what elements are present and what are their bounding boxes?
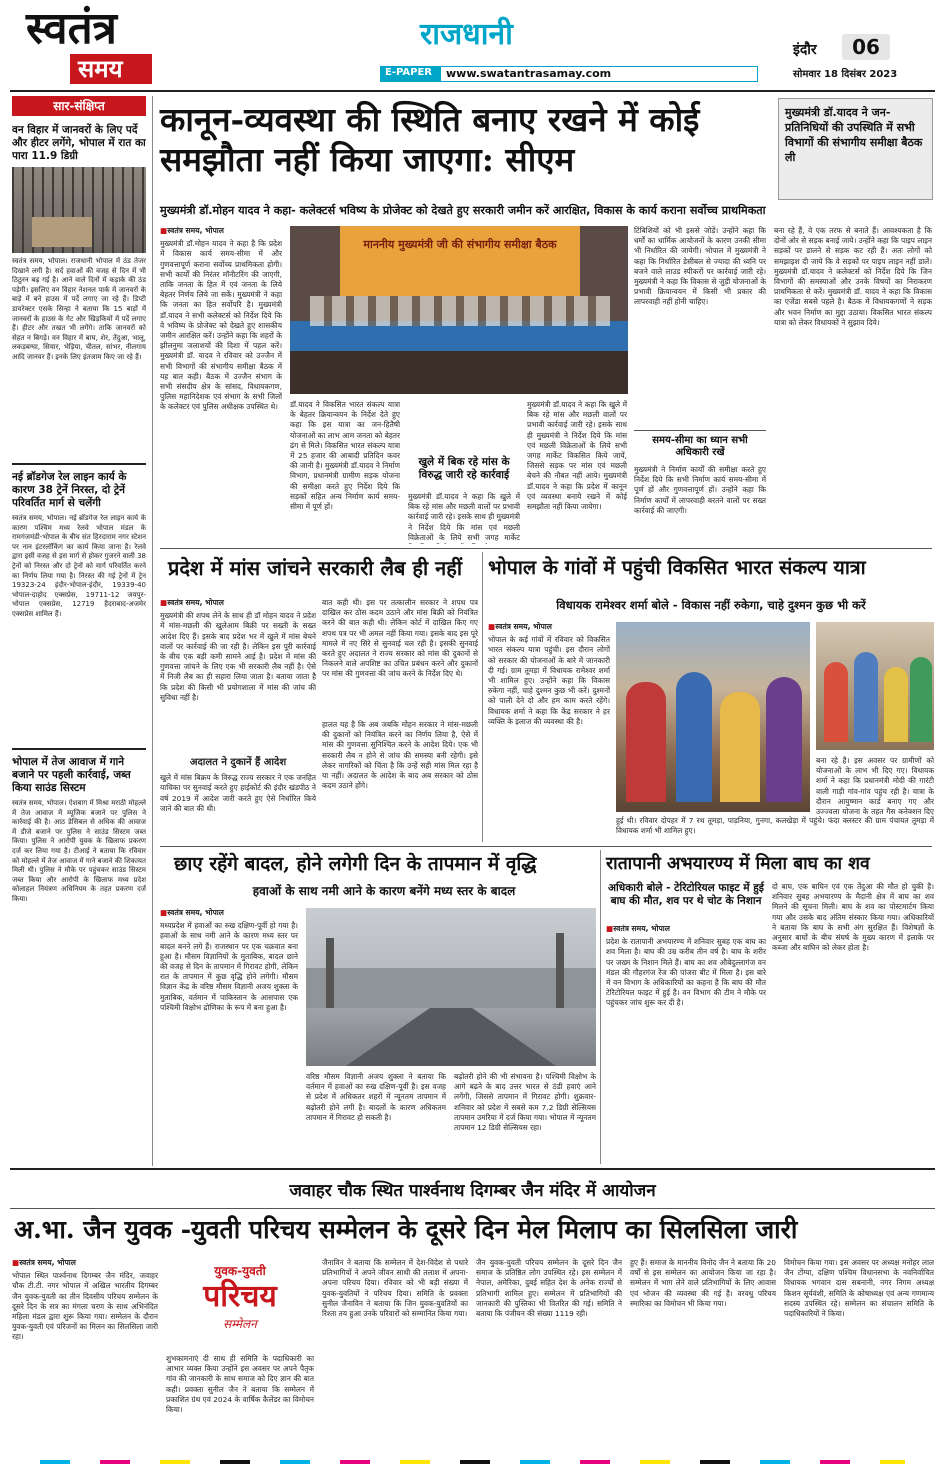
- weather-text-b: वरिष्ठ मौसम विज्ञानी अजय शुक्ला ने बताया कि वर्तमान में हवाओं का रुख दक्षिण-पूर्वी है। इस वजह से प्रदेश में अधिकतर शहरों में न्यूनतम तापमान में बढ़ोतरी होने लगी है। बादलों के कारण अधिकतम तापमान में गिरावट हो सकती है।: [306, 1072, 446, 1122]
- lead-side-box-text: मुख्यमंत्री डॉ.यादव ने जन-प्रतिनिधियों की उपस्थिति में सभी विभागों की संभागीय समीक्षा बैठक ली: [785, 106, 923, 164]
- website-url[interactable]: www.swatantrasamay.com: [446, 67, 612, 80]
- lead-subsection-meat: खुले में बिक रहे मांस के विरुद्ध जारी रहे कार्रवाई: [418, 456, 510, 481]
- yatra-caption-text: हुई थी। रविवार दोपहर में 7 रथ तूमड़ा, पाड़निया, गुनगा, कलखेड़ा में पहुंचे। फंदा क्लस्टर की ग्राम पंचायत तूमड़ा में विधायक शर्मा भी शामिल हुए।: [616, 816, 934, 836]
- jain-text-e: हुए हैं। समाज के माननीय विनोद जैन ने बताया कि 20 वर्षों से इस सम्मेलन का आयोजन किया जा रहा है। सम्मेलन में भाग लेने वाले प्रतिभागियों के लिए आवास एवं भोजन की व्यवस्था की गई है। वरवधु परिचय स्मारिका का विमोचन भी किया गया।: [630, 1258, 776, 1308]
- jain-col-1: [12, 1258, 158, 1454]
- sidebar-story-3-title: भोपाल में तेज आवाज में गाने बजाने पर पहली कार्रवाई, जब्त किया साउंड सिस्टम: [12, 756, 131, 794]
- weather-headline: छाए रहेंगे बादल, होने लगेगी दिन के तापमान में वृद्धि: [174, 853, 537, 875]
- jain-kicker: जवाहर चौक स्थित पार्श्वनाथ दिगम्बर जैन मंदिर में आयोजन: [289, 1181, 656, 1201]
- lead-col-3b: [408, 492, 520, 544]
- jain-headline: अ.भा. जैन युवक -युवती परिचय सम्मेलन के दूसरे दिन मेल मिलाप का सिलसिला जारी: [14, 1215, 798, 1244]
- lead-text-f: मुख्यमंत्री ने निर्माण कार्यों की समीक्षा करते हुए निर्देश दिये कि सभी निर्माण कार्य समय-सीमा में पूर्ण हों और गुणवत्तापूर्ण हों। उन्होंने कहा कि निर्माण कार्यों में लापरवाही बरतने वालों पर सख्त कार्रवाई की जाएगी।: [634, 465, 766, 515]
- tiger-col-2: [772, 882, 934, 1162]
- weather-subhead: हवाओं के साथ नमी आने के कारण बनेंगे मध्य स्तर के बादल: [252, 884, 516, 898]
- yatra-caption: [616, 816, 934, 842]
- logo-bottom: समय: [78, 54, 123, 83]
- weather-text-a: मध्यप्रदेश में हवाओं का रुख दक्षिण-पूर्वी हो गया है। हवाओं के साथ नमी आने के कारण मध्य स्तर पर बादल बनने लगे हैं। राजस्थान पर एक चक्रवात बना हुआ है। मौसम विज्ञानियों के मुताबिक, बादल छाने की वजह से दिन के तापमान में गिरावट होगी, लेकिन रात के तापमान में कुछ वृद्धि होने लगेगी। मौसम विज्ञान केंद्र के वरिष्ठ मौसम विज्ञानी अजय शुक्ला के मुताबिक, वर्तमान में पाकिस्तान के आसपास एक पश्चिमी विक्षोभ द्रोणिका के रूप में बना हुआ है।: [160, 921, 298, 1012]
- tiger-text-a: प्रदेश के रातापानी अभयारण्य में शनिवार सुबह एक बाघ का शव मिला है। बाघ की उम्र करीब तीन वर्ष है। बाघ के शरीर पर जख्म के निशान मिले हैं। बाघ का शव औबेदुल्लागंज वन मंडल की गौहरगंज रेंज की पांजरा बीट में मिला है। इस बारे में वन विभाग के अधिकारियों का कहना है कि बाघ की मौत टेरिटोरियल फाइट में हुई है। वन विभाग की टीम ने मौके पर पहुंचकर जांच शुरू कर दी है।: [606, 937, 766, 1008]
- lead-col-5: [634, 226, 766, 544]
- jain-col-2: [166, 1354, 314, 1454]
- issue-date: सोमवार 18 दिसंबर 2023: [793, 69, 898, 80]
- sidebar-photo-cage: [12, 167, 146, 253]
- meat-text-a: मुख्यमंत्री की शपथ लेने के साथ ही डॉ मोहन यादव ने प्रदेश में मांस-मछली की खुलेआम बिक्री पर सख्ती के सख्त आदेश दिए हैं। इसके बाद प्रदेश भर में खुले में मांस बेचने वालों पर कार्रवाई की जा रही है। लेकिन इस पूरी कार्रवाई के बीच एक बड़ी कमी सामने आई है। प्रदेश में मांस की गुणवत्ता जांचने के लिए एक भी सरकारी लैब नहीं है। ऐसे में निजी लैब का ही सहारा लिया जाता है। बताया जाता है कि प्रदेश की किसी भी प्रयोगशाला में मांस की जांच की सुविधा नहीं है।: [160, 611, 316, 702]
- jain-col-6: [784, 1258, 934, 1454]
- sidebar-divider: [152, 96, 153, 1166]
- tiger-col-1: [606, 924, 766, 1162]
- meat-headline: प्रदेश में मांस जांचने सरकारी लैब ही नहीं: [168, 556, 463, 580]
- lead-byline: ■ स्वतंत्र समय, भोपाल: [160, 226, 282, 236]
- meat-yatra-divider: [482, 552, 483, 842]
- yatra-text-a: भोपाल के कई गांवों में रविवार को विकसित भारत संकल्प यात्रा पहुंची। इस दौरान लोगों को सरकार की योजनाओं के बारे में जानकारी दी गई। ग्राम तूमड़ा में विधायक रामेश्वर शर्मा भी शामिल हुए। उन्होंने कहा कि विकास रुकेगा नहीं, चाहे दुश्मन कुछ भी करें। दुश्मनों को पाली देने दो और हम काम करते रहेंगे। विधायक शर्मा ने कहा कि केंद्र सरकार ने हर व्यक्ति के इलाज की व्यवस्था की है।: [488, 635, 610, 726]
- meat-text-d: हालत यह है कि अब जबकि मोहन सरकार ने मांस-मछली की दुकानों को नियंत्रित करने का निर्णय लिया है, ऐसे में मांस की गुणवत्ता सुनिश्चित करने के आदेश दिये। एक भी सरकारी लैब न होने से जांच की समस्या बनी रहेगी। इसे लेकर नागरिकों को चिंता है कि उन्हें सही मांस मिल रहा है या नहीं। अदालत के आदेश के बाद अब सरकार को ठोस कदम उठाने होंगे।: [322, 720, 478, 791]
- epaper-label: E-PAPER: [385, 67, 432, 78]
- yatra-photo-crowd: [616, 622, 810, 812]
- lead-text-d: मुख्यमंत्री डॉ.यादव ने कहा कि खुले में बिक रहे मांस और मछली वालों पर प्रभावी कार्रवाई जारी रहे। इसके साथ ही मुख्यमंत्री ने निर्देश दिये कि मांस एवं मछली विक्रेताओं के लिये सभी जगह मार्केट विकसित किये जायें, जिससे सड़क पर मांस एवं मछली बेचने की नौबत नहीं आये। मुख्यमंत्री डॉ.यादव ने कहा कि प्रदेश में कानून एवं व्यवस्था बनाये रखने में कोई समझौता नहीं किया जायेगा।: [527, 400, 627, 512]
- sidebar-story-2-title: नई ब्रॉडगेज रेल लाइन कार्य के कारण 38 ट्रेनें निरस्त, दो ट्रेनें परिवर्तित मार्ग से चलेंगी: [12, 471, 127, 509]
- lead-text-g: बना रहे हैं, वे एक तरफ से बनाते हैं। आवश्यकता है कि दोनों ओर से सड़क बनाई जाये। उन्होंने कहा कि पाइप लाइन सड़कों पर डालने से सड़क कट रही हैं। अतः लोगों को समझाइश दी जाये कि वे सड़कों पर पाइप लाइन नहीं डालें। मुख्यमंत्री डॉ.यादव ने कलेक्टर्स को निर्देश दिये कि जिन विभागों की समस्याओं और उनके विषयों का निराकरण प्राथमिकता से करें। मुख्यमंत्री डॉ. यादव ने कहा कि विकास का एजेंडा सबसे पहले है। बैठक में विधायकगणों ने सड़क और भवन निर्माण का मुद्दा उठाया। विकसित भारत संकल्प यात्रा को लेकर विधायकों ने सुझाव दिये।: [774, 226, 932, 327]
- sidebar-story-3-text: स्वतंत्र समय, भोपाल। ऐशबाग में मिश्रा मराठी मोहल्ले में तेज आवाज में म्यूजिक बजाने पर पुलिस ने कार्रवाई की है। आठ डेसिबल से अधिक की आवाज में डीजे बजाने पर पुलिस ने साउंड सिस्टम जब्त किया। पुलिस ने आरोपी युवक के खिलाफ प्रकरण दर्ज कर लिया गया है। टीआई ने बताया कि रविवार को मोहल्ले में तेज आवाज में गाने बजाने की शिकायत मिली थी। पुलिस ने मौके पर पहुंचकर साउंड सिस्टम जब्त किया और आरोपी के खिलाफ मध्य प्रदेश कोलाहल नियंत्रण अधिनियम के तहत प्रकरण दर्ज किया।: [12, 799, 146, 903]
- weather-byline: ■ स्वतंत्र समय, भोपाल: [160, 908, 298, 918]
- rule-before-jain: [10, 1168, 935, 1170]
- jain-byline: ■ स्वतंत्र समय, भोपाल: [12, 1258, 158, 1268]
- lead-col-2: [290, 400, 400, 544]
- yatra-photo-children: [816, 622, 934, 750]
- jain-text-c: जैनाविन ने बताया कि सम्मेलन में देश-विदेश से पधारे प्रतिभागियों ने अपने जीवन साथी की तलाश में अपना-अपना परिचय दिया। रविवार को भी बड़ी संख्या में युवक-युवतियों ने परिचय दिया। समिति के प्रवक्ता सुनील जैनाविन ने बताया कि जिन युवक-युवतियों का रिश्ता तय हुआ उनके परिवारों को सम्मानित किया गया।: [322, 1258, 468, 1319]
- lead-col-6: [774, 226, 932, 544]
- tiger-byline: ■ स्वतंत्र समय, भोपाल: [606, 924, 766, 934]
- section-title: राजधानी: [420, 17, 513, 52]
- rule-kicker: [10, 1208, 935, 1209]
- sidebar-story-1-title: वन विहार में जानवरों के लिए पर्दे और हीटर लगेंगे, भोपाल में रात का पारा 11.9 डिग्री: [12, 124, 146, 162]
- jain-logo-bottom: सम्मेलन: [223, 1317, 257, 1331]
- meat-text-b: खुले में मांस बिक्रय के विरुद्ध राज्य सरकार ने एक जनहित याचिका पर सुनवाई करते हुए हाईकोर्ट की इंदौर खंडपीठ ने वर्ष 2019 में आदेश जारी करते हुए ऐसे निर्धारित किये जाने की बात की थी।: [160, 773, 316, 813]
- yatra-text-b: बना रहे है। इस अवसर पर ग्रामीणों को योजनाओं के लाभ भी दिए गए। विधायक शर्मा ने कहा कि प्रधानमंत्री मोदी की गारंटी वाली गाड़ी गांव-गांव पहुंच रही है। यात्रा के दौरान आयुष्मान कार्ड बनाए गए और उज्ज्वला योजना के तहत गैस कनेक्शन दिए: [816, 756, 934, 816]
- lead-subhead: मुख्यमंत्री डॉ.मोहन यादव ने कहा- कलेक्टर्स भविष्य के प्रोजेक्ट को देखते हुए सरकारी जमीन करें आरक्षित, विकास के कार्य कराना सर्वोच्च प्राथमिकता: [160, 204, 766, 217]
- jain-text-b: शुभकामनाएं दी साथ ही समिति के पदाधिकारी का आभार व्यक्त किया उन्होंने इस अवसर पर अपने पैतृक गांव की जानकारी के साथ समाज को दिए ज्ञान की बात कही। प्रवक्ता सुनील जैन ने बताया कि सम्मेलन में प्रकाशित ग्रंथ एवं 2024 के वार्षिक कैलेंडर का विमोचन किया।: [166, 1354, 314, 1415]
- sidebar: [12, 96, 146, 1166]
- lead-photo-meeting: [290, 226, 628, 394]
- jain-logo-top: युवक-युवती: [214, 1264, 266, 1278]
- lead-photo-banner: माननीय मुख्यमंत्री जी की संभागीय समीक्षा बैठक: [363, 238, 557, 251]
- lead-col-1: [160, 226, 282, 544]
- weather-col-2: [306, 1072, 446, 1162]
- city-label: इंदौर: [793, 42, 817, 58]
- yatra-byline: ■ स्वतंत्र समय, भोपाल: [488, 622, 610, 632]
- lead-side-box: [778, 98, 933, 200]
- yatra-col-1: [488, 622, 610, 840]
- weather-col-3: [454, 1072, 596, 1162]
- lead-text-a: मुख्यमंत्री डॉ.मोहन यादव ने कहा है कि प्रदेश में विकास कार्य समय-सीमा में और गुणवत्तापूर्ण कराना सर्वोच्च प्राथमिकता होगी। सभी कार्यों की निरंतर मॉनीटरिंग की जाएगी, ताकि जनता के हित में एवं जनता के लिये बेहतर निर्णय लिये जा सकें। मुख्यमंत्री ने कहा कि जनता का हित सर्वोपरि है। मुख्यमंत्री डॉ.यादव ने सभी कलेक्टर्स को निर्देश दिये कि वे भविष्य के प्रोजेक्ट को देखते हुए शासकीय जमीन आरक्षित करें। उन्होंने कहा कि शहरों के झीलनुमा जलाशयों की दिशा में पहल करें। मुख्यमंत्री डॉ. यादव ने रविवार को उज्जैन में सभी विभागों की संभागीय समीक्षा बैठक में यह बात कही। बैठक में उज्जैन संभाग के सभी संसदीय क्षेत्र के सांसद, विधायकगण, पुलिस महानिदेशक एवं संभाग के सभी जिलों के कलेक्टर एवं पुलिस अधीक्षक उपस्थित थे।: [160, 239, 282, 412]
- lead-col-4: [527, 400, 627, 544]
- jain-col-3: [322, 1258, 468, 1454]
- jain-col-5: [630, 1258, 776, 1454]
- weather-col-1: [160, 908, 298, 1162]
- meat-subhead: अदालत ने दुकानें हैं आदेश: [189, 757, 287, 769]
- jain-text-d: जैन युवक-युवती परिचय सम्मेलन के दूसरे दिन जैन समाज के प्रतिष्ठित लोग उपस्थित रहे। इस सम्मेलन में नेपाल, अमेरिका, दुबई सहित देश के अनेक राज्यों से प्रतिभागी शामिल हुए। सम्मेलन में प्रतिभागियों की जानकारी की पुस्तिका भी वितरित की गई। समिति ने बताया कि पंजीयन की संख्या 1119 रही।: [476, 1258, 622, 1319]
- masthead-rule: [10, 90, 935, 92]
- rule-after-mid: [160, 846, 932, 847]
- tiger-headline: रातापानी अभयारण्य में मिला बाघ का शव: [606, 854, 870, 874]
- meat-col-1: [160, 598, 316, 840]
- lead-subsection-deadline: समय-सीमा का ध्यान सभी अधिकारी रखें: [634, 430, 766, 459]
- yatra-subhead: विधायक रामेश्वर शर्मा बोले - विकास नहीं रुकेगा, चाहे दुश्मन कुछ भी करें: [556, 598, 866, 612]
- weather-tiger-divider: [600, 850, 601, 1164]
- rule-after-lead: [160, 548, 932, 549]
- sidebar-header: सार-संक्षिप्त: [12, 96, 146, 116]
- lead-text-e: टिंबिशियों को भी इससे जोड़ें। उन्होंने कहा कि धर्मों का धार्मिक आयोजनों के कारण उनकी सीमा भी निर्धारित की जायेगी। भोपाल में मुख्यमंत्री ने कहा कि निर्धारित डेसीबल से ज्यादा की ध्वनि पर बजने वाले लाउड स्पीकरों पर कार्रवाई जारी रहे। मुख्यमंत्री ने कहा कि विकास से जुड़ी योजनाओं के प्रभावी क्रियान्वयन में किसी भी प्रकार की लापरवाही नहीं होनी चाहिए।: [634, 226, 766, 307]
- weather-photo-road: [306, 908, 596, 1066]
- jain-col-4: [476, 1258, 622, 1454]
- lead-headline: कानून-व्यवस्था की स्थिति बनाए रखने में कोई समझौता नहीं किया जाएगा: सीएम: [160, 100, 700, 179]
- masthead: [0, 0, 945, 88]
- jain-text-f: विमोचन किया गया। इस अवसर पर अध्यक्ष मनोहर लाल जैन टोंग्या, दक्षिण पश्चिम विधानसभा के नवनिर्वाचित विधायक भगवान दास सबनानी, नगर निगम अध्यक्ष किशन सूर्यवंशी, समिति के कोषाध्यक्ष एवं अन्य गणमान्य सदस्य उपस्थित रहे। सम्मेलन का संचालन समिति के पदाधिकारियों ने किया।: [784, 1258, 934, 1319]
- lead-text-d-start: मुख्यमंत्री डॉ.यादव ने कहा कि खुले में बिक रहे मांस और मछली वालों पर प्रभावी कार्रवाई जारी रहे। इसके साथ ही मुख्यमंत्री ने निर्देश दिये कि मांस एवं मछली विक्रेताओं के लिये सभी जगह मार्केट: [408, 492, 520, 542]
- page-number: 06: [842, 34, 890, 60]
- tiger-subhead: अधिकारी बोले - टेरिटोरियल फाइट में हुई बाघ की मौत, शव पर थे चोट के निशान: [608, 882, 764, 907]
- logo-bottom-box: [70, 54, 152, 84]
- sidebar-story-2-text: स्वतंत्र समय, भोपाल। नई ब्रॉडगेज रेल लाइन कार्य के कारण पश्चिम मध्य रेलवे भोपाल मंडल के रामगंजमंडी-भोपाल के बीच संत हिरदाराम नगर स्टेशन पर नान इंटरलॉकिंग का कार्य किया जाना है। रेलवे द्वारा इसी वजह से इस मार्ग से होकर गुजरने वाली 38 ट्रेनों को निरस्त और दो ट्रेनों को मार्ग परिवर्तित करने का निर्णय लिया गया है। निरस्त की गई ट्रेनों में ट्रेन 19323-24 इंदौर-भोपाल-इंदौर, 19339-40 भोपाल-दाहोद एक्सप्रेस, 19711-12 जयपुर-भोपाल एक्सप्रेस, 12719 हैदराबाद-अजमेर एक्सप्रेस शामिल हैं।: [12, 514, 146, 618]
- tiger-text-b: दो बाघ, एक बाघिन एवं एक तेंदुआ की मौत हो चुकी है। शनिवार सुबह अभयारण्य के मैदानी क्षेत्र में बाघ का शव मिलने की सूचना मिली। बाघ के शव का पोस्टमार्टम किया गया और उसके बाद अंतिम संस्कार किया गया। अधिकारियों ने बताया कि बाघ के सभी अंग सुरक्षित हैं। विशेषज्ञों के अनुसार बाघों के बीच संघर्ष के मुख्य कारण में इलाके पर कब्जा और बाघिन को लेकर होता है।: [772, 882, 934, 953]
- color-registration-bar: [40, 1460, 905, 1464]
- jain-logo-main: परिचय: [203, 1279, 277, 1314]
- meat-byline: ■ स्वतंत्र समय, भोपाल: [160, 598, 316, 608]
- yatra-headline: भोपाल के गांवों में पहुंची विकसित भारत संकल्प यात्रा: [488, 556, 866, 579]
- logo-top: स्वतंत्र: [26, 3, 117, 54]
- lead-text-b: डॉ.यादव ने विकसित भारत संकल्प यात्रा के बेहतर क्रियान्वयन के निर्देश देते हुए कहा कि इस यात्रा का जन-हितैषी योजनाओं का लाभ आम जनता को बेहतर ढंग से मिले। विकसित भारत संकल्प यात्रा में 25 हजार की आबादी प्रतिदिन कवर की जानी है। मुख्यमंत्री डॉ.यादव ने निर्माण विभाग, प्रधानमंत्री ग्रामीण सड़क योजना की समीक्षा करते हुए निर्देश दिये कि सड़कों सहित अन्य निर्माण कार्य समय-सीमा में पूर्ण हों।: [290, 400, 400, 512]
- jain-logo: [166, 1262, 314, 1348]
- sidebar-story-1-text: स्वतंत्र समय, भोपाल। राजधानी भोपाल में ठंड तेजर दिखाने लगी है। सर्द हवाओं की वजह से दिन में भी ठिठुरन बढ़ गई है। आने वाले दिनों में कड़ाके की ठंड पड़ेगी। इसलिए वन विहार नेशनल पार्क में जानवरों के बाड़े में बने हाउस में पर्दे लगाए जा रहे हैं। डिप्टी डायरेक्टर एसके सिन्हा ने बताया कि 15 बाड़ों में जानवरों के हाउस के गेट और खिड़कियों में पर्दे लगाए हैं। हीटर और तखत भी लगेंगे। ताकि जानवरों को सेहत न बिगड़े। वन विहार में बाघ, शेर, तेंदुआ, भालू, लकड़बग्घा, सियार, भेड़िया, चीतल, सांभर, नीलगाय आदि जानवर हैं। इनके लिए इंतजाम किए जा रहे हैं।: [12, 257, 146, 361]
- yatra-col-right: [816, 756, 934, 816]
- yatra-col-3: [816, 552, 934, 612]
- weather-text-c: बढ़ोतरी होने की भी संभावना है। पश्चिमी विक्षोभ के आगे बढ़ने के बाद उत्तर भारत से ठंडी हवाएं आने लगेंगी, जिससे तापमान में गिरावट होगी। शुक्रवार-शनिवार को प्रदेश में सबसे कम 7.2 डिग्री सेल्सियस तापमान उमरिया में दर्ज किया गया। भोपाल में न्यूनतम तापमान 12 डिग्री सेल्सियस रहा।: [454, 1072, 596, 1133]
- jain-text-a: भोपाल स्थित पार्श्वनाथ दिगम्बर जैन मंदिर, जवाहर चौक टी.टी. नगर भोपाल में अखिल भारतीय दिगम्बर जैन युवक-युवती का तीन दिवसीय परिचय सम्मेलन के दूसरे दिन के सत्र का मंगला चरण के साथ अभिनंदित महिला मंडल द्वारा शुरू किया गया। सम्मेलन के दौरान युवक-युवती एवं परिजनों का मिलन का सिलसिला जारी रहा।: [12, 1271, 158, 1342]
- meat-text-c: बात कही थी। इस पर तत्कालीन सरकार ने शपथ पत्र दाखिल कर ठोस कदम उठाने और मांस बिक्री को नियंत्रित करने की बात कही थी। लेकिन कोर्ट में दाखिल किए गए शपथ पत्र पर भी अमल नहीं किया गया। इसके बाद इस पूरे मामले में नए सिरे से सुनवाई चल रही है। इसकी सुनवाई करते हुए अदालत ने राज्य सरकार को मांस की दुकानों से निकलने वाले अपशिष्ट का उचित प्रबंधन करने और दुकानों पर मांस की गुणवत्ता की जांच करने के निर्देश दिए थे।: [322, 598, 478, 679]
- meat-col-2: [322, 598, 478, 840]
